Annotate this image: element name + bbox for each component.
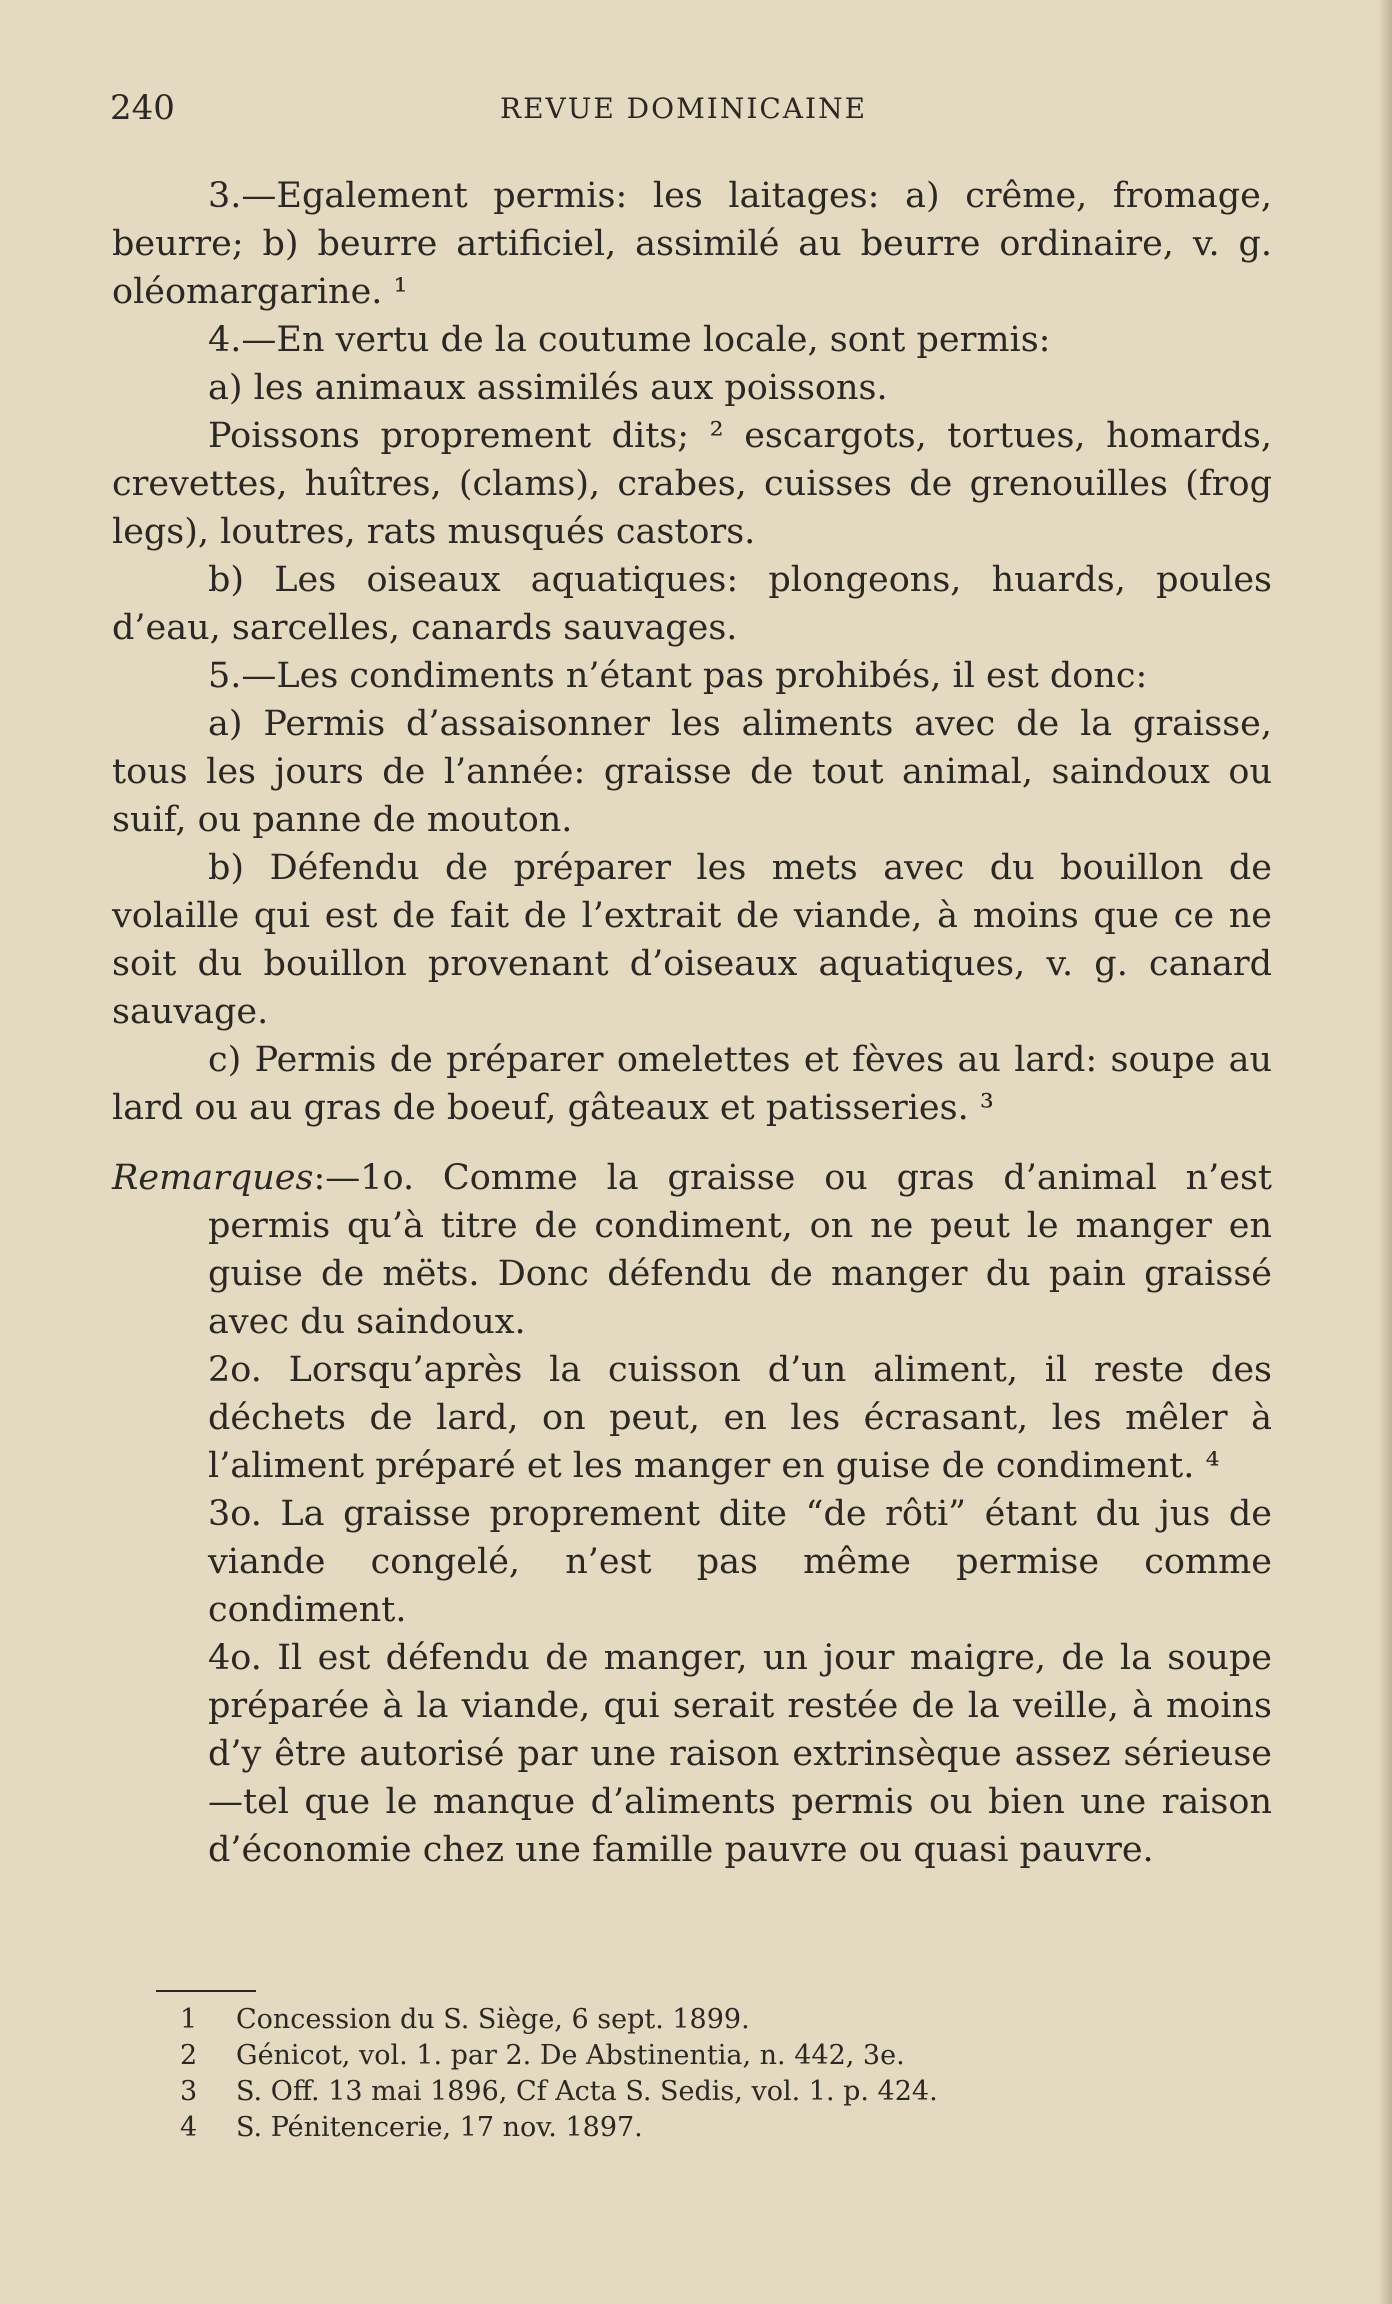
- paragraph-4a-list: Poissons proprement dits; ² escargots, tortues, homards, crevettes, huîtres, (clams), crabes, cuisses de grenouilles (frog legs), loutres, rats musqués castors.: [112, 416, 1272, 552]
- footnote-text: S. Off. 13 mai 1896, Cf Acta S. Sedis, vol. 1. p. 424.: [236, 2076, 938, 2107]
- paragraph-5a: a) Permis d’assaisonner les aliments avec de la graisse, tous les jours de l’année: graisse de tout animal, saindoux ou suif, ou panne de mouton.: [112, 704, 1272, 840]
- remarques-1: [112, 1154, 1272, 1346]
- paragraph-3: 3.—Egalement permis: les laitages: a) crême, fromage, beurre; b) beurre artificiel, assimilé au beurre ordinaire, v. g. oléomargarine. ¹: [112, 176, 1272, 312]
- page-header: [110, 88, 1270, 138]
- paragraph-4b: b) Les oiseaux aquatiques: plongeons, huards, poules d’eau, sarcelles, canards sauvages.: [112, 560, 1272, 648]
- paragraph-4a: a) les animaux assimilés aux poissons.: [208, 368, 888, 408]
- footnote-text: S. Pénitencerie, 17 nov. 1897.: [236, 2112, 643, 2143]
- footnote-text: Concession du S. Siège, 6 sept. 1899.: [236, 2004, 750, 2035]
- footnote-number: 2: [180, 2040, 198, 2071]
- paragraph-5c: c) Permis de préparer omelettes et fèves au lard: soupe au lard ou au gras de boeuf, gâteaux et patisseries. ³: [112, 1040, 1272, 1128]
- page-number: 240: [110, 88, 175, 128]
- footnote: [180, 2110, 1180, 2146]
- remarques-4: 4o. Il est défendu de manger, un jour maigre, de la soupe préparée à la viande, qui serait restée de la veille, à moins d’y être autorisé par une raison extrinsèque assez sérieuse—tel que le manque d’aliments permis ou bien une raison d’économie chez une famille pauvre ou quasi pauvre.: [208, 1638, 1272, 1870]
- remarques-1-text: :—1o. Comme la graisse ou gras d’animal n’est permis qu’à titre de condiment, on ne peut le manger en guise de mëts. Donc défendu de manger du pain graissé avec du saindoux.: [208, 1158, 1272, 1342]
- footnote-text: Génicot, vol. 1. par 2. De Abstinentia, n. 442, 3e.: [236, 2040, 905, 2071]
- footnote: [180, 2074, 1180, 2110]
- remarques-2: 2o. Lorsqu’après la cuisson d’un aliment, il reste des déchets de lard, on peut, en les écrasant, les mêler à l’aliment préparé et les manger en guise de condiment. ⁴: [208, 1350, 1272, 1486]
- footnote: [180, 2002, 1180, 2038]
- paragraph-5: 5.—Les condiments n’étant pas prohibés, il est donc:: [208, 656, 1148, 696]
- footnote-number: 3: [180, 2076, 198, 2107]
- footnote-number: 4: [180, 2112, 198, 2143]
- footnote: [180, 2038, 1180, 2074]
- page-edge-shadow: [1378, 0, 1392, 2304]
- footnote-number: 1: [180, 2004, 198, 2035]
- paragraph-5b: b) Défendu de préparer les mets avec du bouillon de volaille qui est de fait de l’extrait de viande, à moins que ce ne soit du bouillon provenant d’oiseaux aquatiques, v. g. canard sauvage.: [112, 848, 1272, 1032]
- remarques-label: Remarques: [112, 1158, 314, 1198]
- footnote-rule: [156, 1990, 256, 1992]
- paragraph-4: 4.—En vertu de la coutume locale, sont permis:: [208, 320, 1051, 360]
- running-head: REVUE DOMINICAINE: [500, 92, 868, 125]
- body-text: [112, 172, 1272, 1874]
- footnotes: [180, 2002, 1180, 2146]
- remarques-3: 3o. La graisse proprement dite “de rôti” étant du jus de viande congelé, n’est pas même permise comme condiment.: [208, 1494, 1272, 1630]
